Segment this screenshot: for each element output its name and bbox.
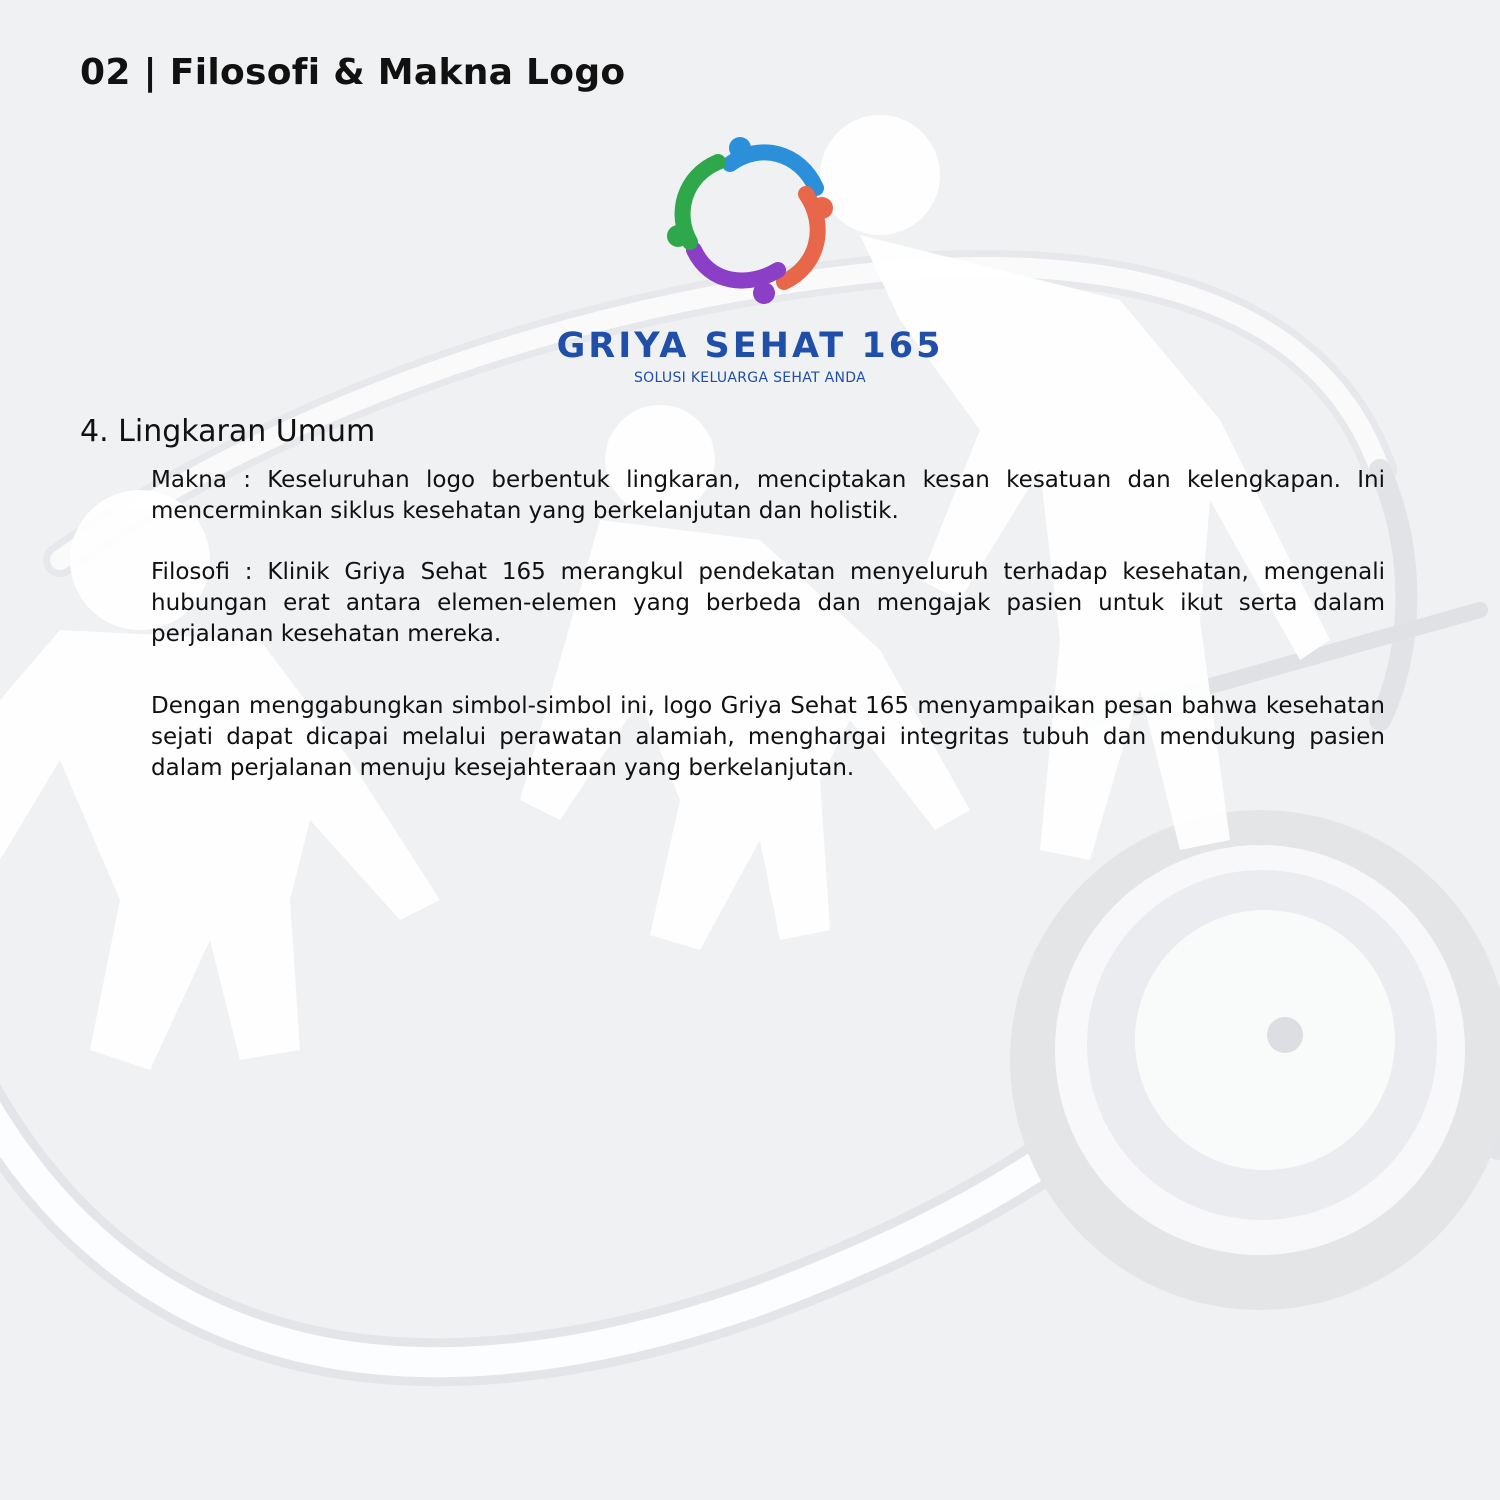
logo-mark-icon	[660, 130, 840, 310]
paragraph-conclusion: Dengan menggabungkan simbol-simbol ini, logo Griya Sehat 165 menyampaikan pesan bahwa kesehatan sejati dapat dicapai melalui perawatan alamiah, menghargai integritas tubuh dan mendukung pasien dalam perjalanan menuju kesejahteraan yang berkelanjutan.	[151, 693, 1385, 781]
logo-tagline: SOLUSI KELUARGA SEHAT ANDA	[634, 370, 866, 386]
page-title: 02 | Filosofi & Makna Logo	[80, 52, 626, 93]
section-heading: 4. Lingkaran Umum	[80, 414, 376, 449]
paragraph-filosofi: Filosofi : Klinik Griya Sehat 165 merangkul pendekatan menyeluruh terhadap kesehatan, mengenali hubungan erat antara elemen-elemen yang berbeda dan mengajak pasien untuk ikut serta dalam perjalanan kesehatan mereka.	[151, 559, 1385, 647]
logo-name: GRIYA SEHAT 165	[556, 326, 944, 366]
paragraph-makna: Makna : Keseluruhan logo berbentuk lingkaran, menciptakan kesan kesatuan dan kelengkapan. Ini mencerminkan siklus kesehatan yang berkelanjutan dan holistik.	[151, 467, 1385, 524]
